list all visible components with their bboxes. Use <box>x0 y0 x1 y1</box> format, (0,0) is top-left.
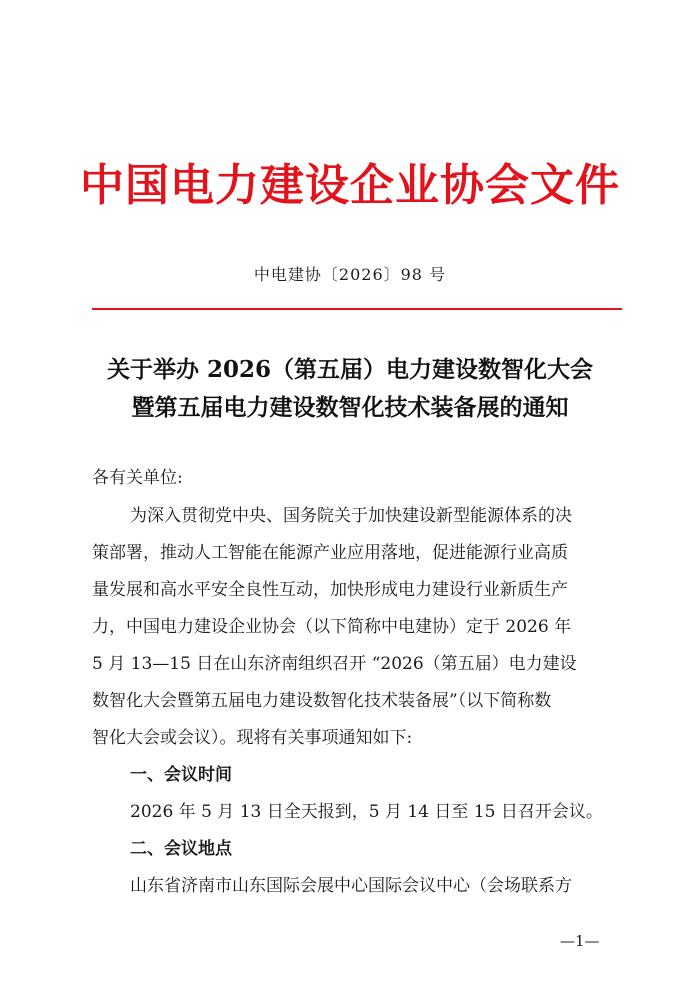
paragraph-line: 力，中国电力建设企业协会（以下简称中电建协）定于 2026 年 <box>92 617 572 637</box>
page-number: —1— <box>560 932 600 950</box>
paragraph-line: 为深入贯彻党中央、国务院关于加快建设新型能源体系的决 <box>130 506 572 526</box>
addressee: 各有关单位: <box>92 468 183 488</box>
paragraph-line: 智化大会或会议）。现将有关事项通知如下: <box>92 728 413 748</box>
notice-title-line-1: 关于举办 2026（第五届）电力建设数智化大会 <box>106 356 594 383</box>
paragraph-line: 策部署，推动人工智能在能源产业应用落地，促进能源行业高质 <box>92 543 568 563</box>
section-text-meeting-time: 2026 年 5 月 13 日全天报到，5 月 14 日至 15 日召开会议。 <box>130 802 603 822</box>
paragraph-line: 量发展和高水平安全良性互动，加快形成电力建设行业新质生产 <box>92 580 568 600</box>
notice-title-line-2: 暨第五届电力建设数智化技术装备展的通知 <box>131 394 569 421</box>
issuing-organization-title: 中国电力建设企业协会文件 <box>80 160 620 211</box>
section-heading-meeting-time: 一、会议时间 <box>130 765 232 785</box>
document-number: 中电建协〔2026〕98 号 <box>253 265 447 284</box>
section-text-meeting-venue: 山东省济南市山东国际会展中心国际会议中心（会场联系方 <box>130 876 572 896</box>
section-heading-meeting-venue: 二、会议地点 <box>130 839 232 859</box>
paragraph-line: 数智化大会暨第五届电力建设数智化技术装备展”（以下简称数 <box>92 691 552 711</box>
red-divider-line <box>92 308 622 310</box>
paragraph-line: 5 月 13—15 日在山东济南组织召开 “2026（第五届）电力建设 <box>92 654 577 674</box>
